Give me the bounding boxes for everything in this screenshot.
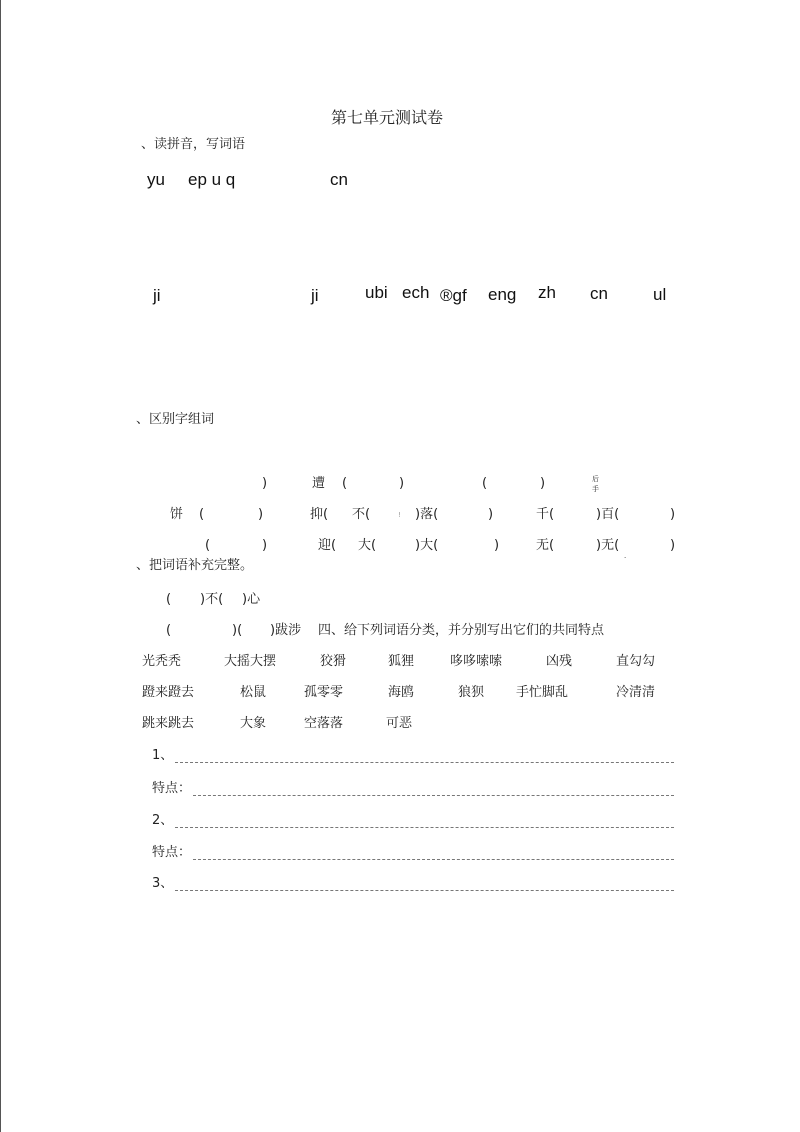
word: 凶残 <box>546 654 573 669</box>
char: 千( <box>536 507 555 522</box>
paren: ) <box>494 538 500 553</box>
word: 蹬来蹬去 <box>142 685 195 700</box>
section1-heading: 、读拼音，写词语 <box>141 137 246 152</box>
pinyin: cn <box>590 284 608 303</box>
paren: ( <box>199 507 205 522</box>
section3-heading: 、把词语补充完整。 <box>136 558 254 573</box>
pinyin: ®gf <box>440 286 467 305</box>
word: 孤零零 <box>304 685 344 700</box>
word: 狡猾 <box>320 654 347 669</box>
paren: ( <box>205 538 211 553</box>
word: 跳来跳去 <box>142 716 195 731</box>
section4-heading: 四、给下列词语分类，并分别写出它们的共同特点 <box>318 623 605 638</box>
paren: ) <box>670 538 676 553</box>
answer-label: 1、 <box>152 748 174 763</box>
pinyin: zh <box>538 283 556 302</box>
small-note: 后 <box>592 475 599 483</box>
section2-heading: 、区别字组词 <box>136 412 215 427</box>
word: 哆哆嗦嗦 <box>450 654 503 669</box>
paren: ) <box>670 507 676 522</box>
answer-line[interactable] <box>175 890 674 891</box>
answer-label: 2、 <box>152 813 174 828</box>
pinyin: yu <box>147 170 165 189</box>
char: )不( <box>200 592 224 607</box>
paren: ) <box>262 538 268 553</box>
small-note: 手 <box>592 485 599 493</box>
word: 狼狈 <box>458 685 485 700</box>
pinyin: ubi <box>365 283 388 302</box>
pinyin: ji <box>311 286 319 305</box>
dot: . <box>624 552 627 560</box>
char: 饼 <box>170 507 184 522</box>
word: 冷清清 <box>616 685 656 700</box>
mark: ! <box>398 511 401 519</box>
answer-label: 3、 <box>152 876 174 891</box>
char: )心 <box>242 592 261 607</box>
word: 狐狸 <box>388 654 415 669</box>
word: 手忙脚乱 <box>516 685 569 700</box>
word: 大象 <box>240 716 267 731</box>
paren: ) <box>540 476 546 491</box>
word: 直勾勾 <box>616 654 656 669</box>
paren: ) <box>262 476 268 491</box>
char: 大( <box>358 538 377 553</box>
paren: ( <box>342 476 348 491</box>
answer-label: 特点： <box>152 781 192 796</box>
paren: ) <box>399 476 405 491</box>
pinyin: ji <box>153 286 161 305</box>
page-title: 第七单元测试卷 <box>331 108 444 127</box>
char: )跋涉 <box>270 623 302 638</box>
answer-line[interactable] <box>193 859 674 860</box>
char: )大( <box>415 538 439 553</box>
pinyin: eng <box>488 285 517 304</box>
char: 无( <box>536 538 555 553</box>
word: 光秃秃 <box>142 654 182 669</box>
page-border <box>0 0 1 1132</box>
answer-line[interactable] <box>175 762 674 763</box>
paren: ) <box>258 507 264 522</box>
pinyin: ul <box>653 285 667 304</box>
char: )百( <box>596 507 620 522</box>
pinyin: ech <box>402 283 430 302</box>
word: 松鼠 <box>240 685 267 700</box>
answer-label: 特点： <box>152 845 192 860</box>
answer-line[interactable] <box>175 827 674 828</box>
pinyin: ep u q <box>188 170 236 189</box>
char: )( <box>232 623 243 638</box>
paren: ) <box>488 507 494 522</box>
paren: ( <box>482 476 488 491</box>
pinyin: cn <box>330 170 348 189</box>
char: 遭 <box>312 476 326 491</box>
char: )落( <box>415 507 439 522</box>
char: 抑( <box>310 507 329 522</box>
paren: ( <box>166 623 172 638</box>
word: 海鸥 <box>388 685 415 700</box>
word: 空落落 <box>304 716 344 731</box>
word: 大摇大摆 <box>224 654 277 669</box>
paren: ( <box>166 592 172 607</box>
answer-line[interactable] <box>193 795 674 796</box>
word: 可恶 <box>386 716 413 731</box>
char: 不( <box>352 507 371 522</box>
char: 迎( <box>318 538 337 553</box>
char: )无( <box>596 538 620 553</box>
